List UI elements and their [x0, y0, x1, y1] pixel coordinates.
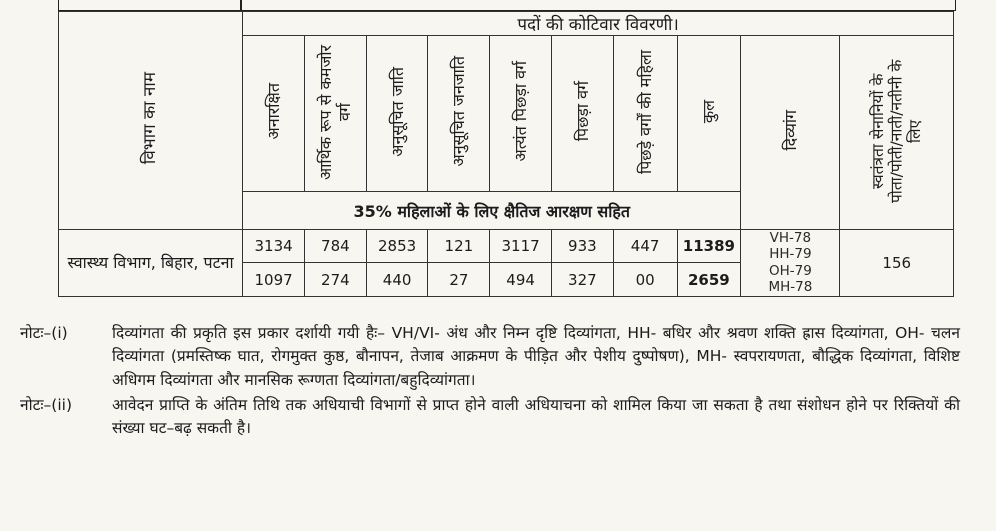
table-cell: 27 — [428, 263, 490, 296]
table-cell: 494 — [490, 263, 552, 296]
dept-header-cell — [59, 12, 243, 230]
table-cell: 447 — [613, 230, 677, 263]
header-bc-women: पिछड़े वर्गों की महिला — [613, 36, 677, 192]
table-cell: 121 — [428, 230, 490, 263]
table-cell: 933 — [551, 230, 613, 263]
header-ebc: अत्यंत पिछड़ा वर्ग — [490, 36, 552, 192]
header-total: कुल — [677, 36, 741, 192]
table-cell: 3134 — [243, 230, 305, 263]
total-cell: 11389 — [677, 230, 741, 263]
table-cell: 00 — [613, 263, 677, 296]
freedom-fighter-value: 156 — [840, 230, 954, 297]
note-text: आवेदन प्राप्ति के अंतिम तिथि तक अधियाची विभागों से प्राप्त होने वाली अधियाचना को शामिल किया जा सकता है तथा संशोधन होने पर रिक्तियों की संख्या घट–बढ़ सकती है। — [112, 395, 960, 437]
note-text: दिव्यांगता की प्रकृति इस प्रकार दर्शायी गयी हैः– VH/VI- अंध और निम्न दृष्टि दिव्यांगता, HH- बधिर और श्रवण शक्ति ह्रास दिव्यांगता, OH- चलन दिव्यांगता (प्रमस्तिष्क घात, रोगमुक्त कुष्ठ, बौनापन, तेजाब आक्रमण के पीड़ित और पेशीय दुष्पोषण), MH- स्वपरायणता, बौद्धिक दिव्यांगता, विशिष्ट अधिगम दिव्यांगता और मानसिक रूग्णता दिव्यांगता/बहुदिव्यांगता। — [112, 324, 960, 389]
vacancy-table — [58, 11, 954, 297]
note-label: नोटः–(ii) — [20, 395, 73, 414]
table-caption-cell — [243, 12, 954, 36]
table-cell: 1097 — [243, 263, 305, 296]
total-cell: 2659 — [677, 263, 741, 296]
note-label: नोटः–(i) — [20, 324, 68, 342]
note-2 — [20, 394, 960, 441]
table-cell: 2853 — [366, 230, 428, 263]
header-unreserved: अनारक्षित — [243, 36, 305, 192]
table-cell: 440 — [366, 263, 428, 296]
table-cell: 3117 — [490, 230, 552, 263]
header-bc: पिछड़ा वर्ग — [551, 36, 613, 192]
header-sc: अनुसूचित जाति — [366, 36, 428, 192]
table-cell: 784 — [304, 230, 366, 263]
table-cell: 327 — [551, 263, 613, 296]
notes-section — [20, 322, 960, 442]
dept-header: विभाग का नाम — [140, 72, 161, 165]
note-1 — [20, 322, 960, 392]
divyang-breakdown: VH-78 HH-79 OH-79 MH-78 — [741, 230, 840, 297]
header-ews: आर्थिक रूप से कमजोर वर्ग — [304, 36, 366, 192]
horizontal-reservation-note: 35% महिलाओं के लिए क्षैतिज आरक्षण सहित — [243, 192, 741, 230]
header-st: अनुसूचित जनजाति — [428, 36, 490, 192]
table-caption: पदों की कोटिवार विवरणी। — [513, 15, 682, 36]
department-name: स्वास्थ्य विभाग, बिहार, पटना — [59, 230, 243, 297]
header-divyang: दिव्यांग — [741, 36, 840, 230]
previous-table-edge — [58, 0, 956, 11]
header-freedom-fighter: स्वतंत्रता सेनानियों के पोता/पोती/नाती/नतीनी के लिए — [840, 36, 954, 230]
table-cell: 274 — [304, 263, 366, 296]
